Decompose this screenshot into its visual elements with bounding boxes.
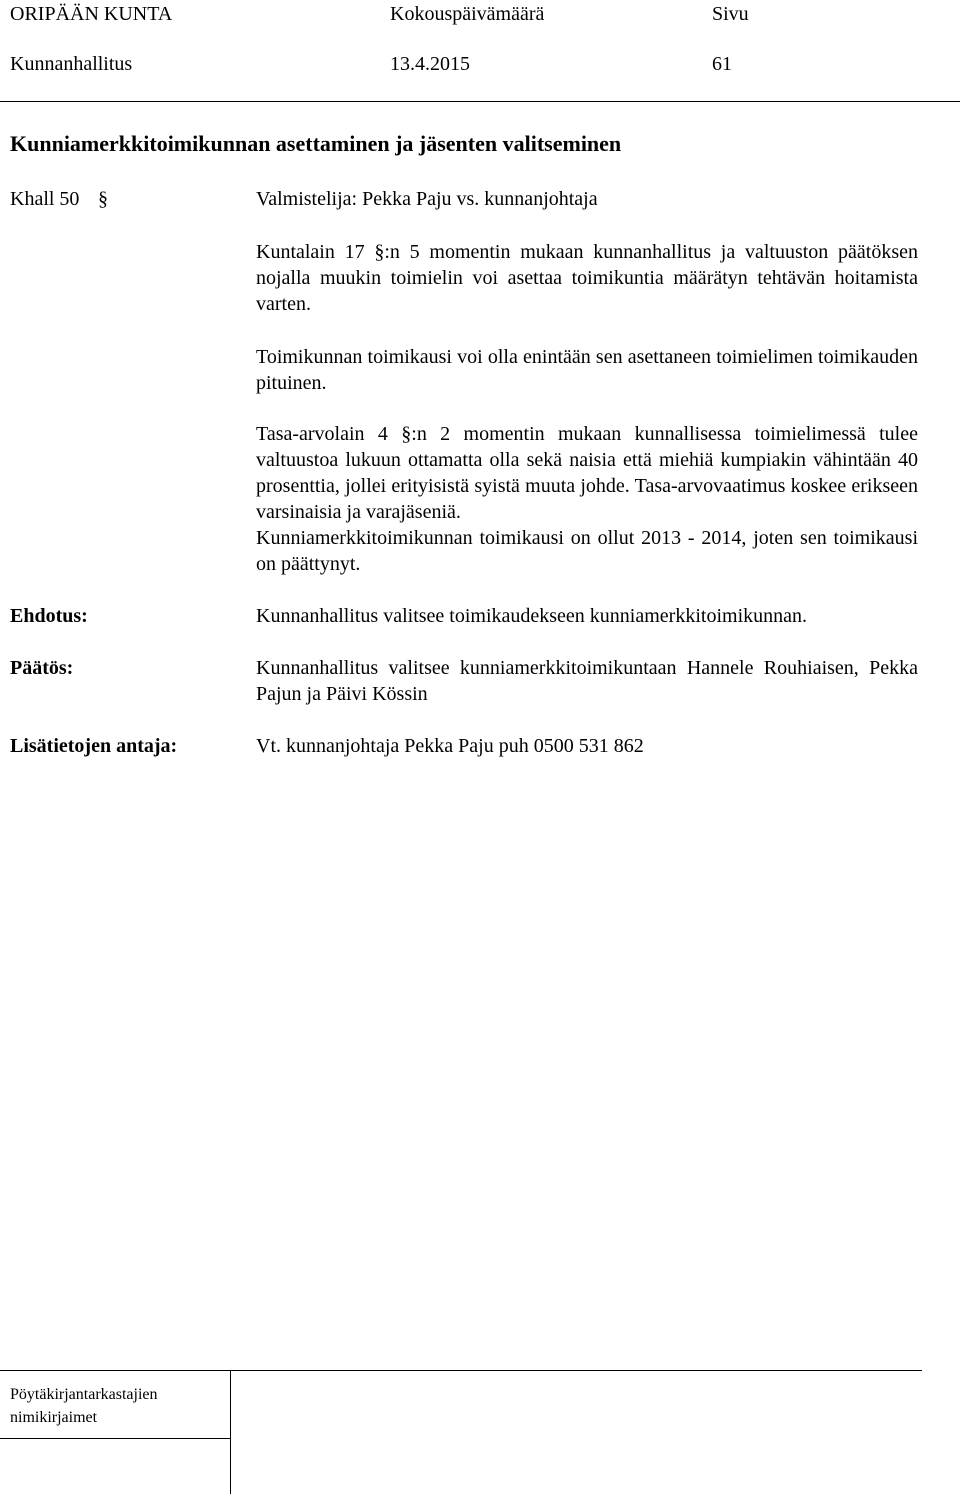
footer-line-2: nimikirjaimet	[10, 1409, 98, 1426]
date-label: Kokouspäivämäärä	[390, 3, 545, 25]
meeting-date: 13.4.2015	[390, 53, 470, 75]
header-rule	[0, 101, 960, 102]
footer-box-rule	[0, 1438, 230, 1439]
info-text: Vt. kunnanjohtaja Pekka Paju puh 0500 531 862	[256, 735, 644, 757]
decision-label: Päätös:	[10, 657, 74, 679]
org-name: ORIPÄÄN KUNTA	[10, 3, 173, 25]
paragraph-4: Kunniamerkkitoimikunnan toimikausi on ollut 2013 - 2014, joten sen toimikausi on päättynyt.	[256, 527, 918, 575]
proposal-text: Kunnanhallitus valitsee toimikaudekseen kunniamerkkitoimikunnan.	[256, 605, 807, 627]
document-title: Kunniamerkkitoimikunnan asettaminen ja jäsenten valitseminen	[10, 131, 622, 156]
page-label: Sivu	[712, 3, 749, 25]
footer-rule	[0, 1370, 922, 1371]
paragraph-2: Toimikunnan toimikausi voi olla enintään sen asettaneen toimielimen toimikauden pituinen.	[256, 346, 918, 394]
footer-line-1: Pöytäkirjantarkastajien	[10, 1386, 158, 1403]
decision-text: Kunnanhallitus valitsee kunniamerkkitoimikuntaan Hannele Rouhiaisen, Pekka Pajun ja Päivi Kössin	[256, 657, 918, 705]
proposal-label: Ehdotus:	[10, 605, 88, 627]
info-label: Lisätietojen antaja:	[10, 735, 178, 757]
section-mark: §	[98, 188, 108, 210]
section-label: Khall 50	[10, 188, 80, 210]
paragraph-3: Tasa-arvolain 4 §:n 2 momentin mukaan kunnallisessa toimielimessä tulee valtuustoa lukuun ottamatta olla sekä naisia että miehiä kumpiakin vähintään 40 prosenttia, jollei erityisistä syistä muuta johde. Tasa-arvovaatimus koskee erikseen varsinaisia ja varajäseniä.	[256, 423, 918, 523]
footer-divider	[230, 1370, 231, 1494]
paragraph-1: Kuntalain 17 §:n 5 momentin mukaan kunnanhallitus ja valtuuston päätöksen nojalla muukin toimielin voi asettaa toimikuntia määrätyn tehtävän hoitamista varten.	[256, 241, 918, 315]
preparer: Valmistelija: Pekka Paju vs. kunnanjohtaja	[256, 188, 598, 210]
meeting-body: Kunnanhallitus	[10, 53, 133, 75]
page-number: 61	[712, 53, 732, 75]
